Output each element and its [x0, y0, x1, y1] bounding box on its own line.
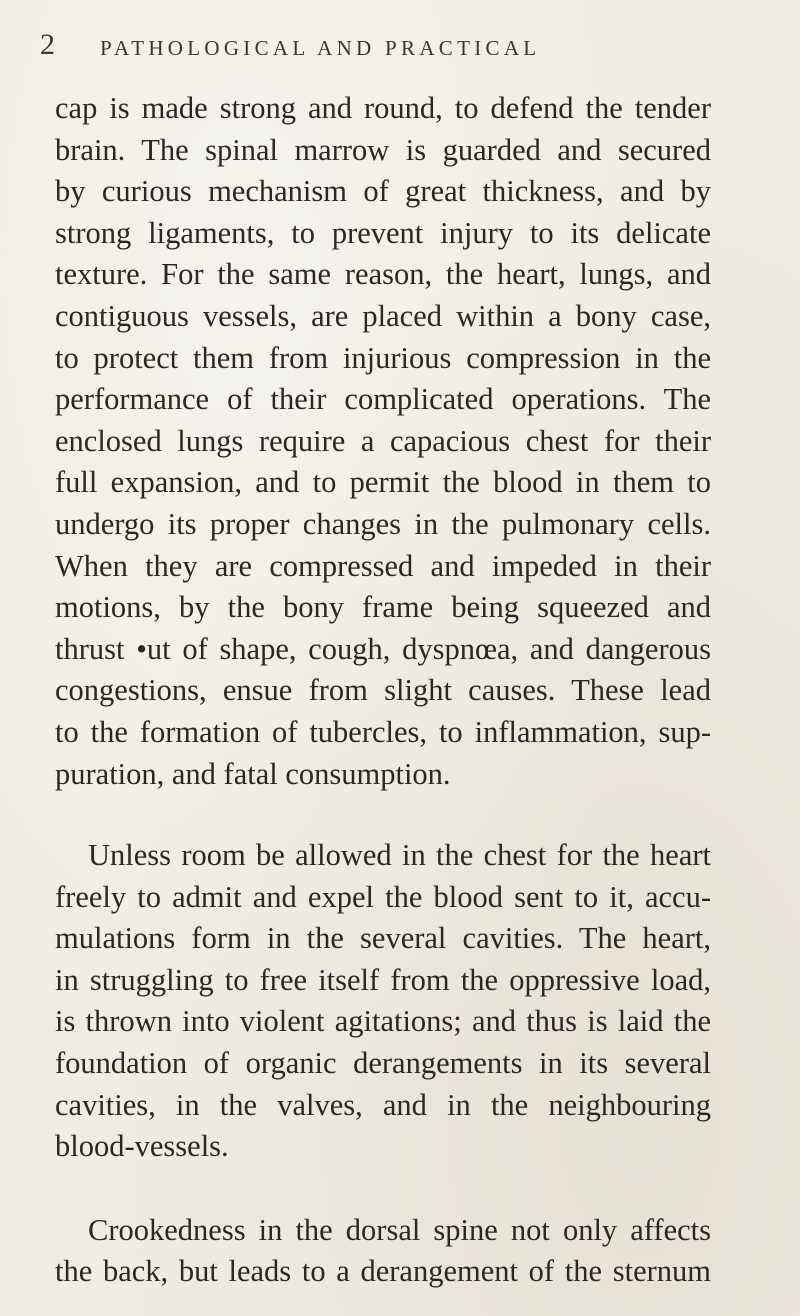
- running-head: PATHOLOGICAL AND PRACTICAL: [100, 36, 541, 60]
- text-line: mulations form in the several cavities. The heart,: [55, 921, 711, 956]
- text-line: to protect them from injurious compression in the: [55, 340, 711, 375]
- text-line: full expansion, and to permit the blood in them to: [55, 465, 711, 500]
- text-line: puration, and fatal consumption.: [55, 756, 451, 791]
- text-line: contiguous vessels, are placed within a bony case,: [55, 298, 711, 333]
- text-line: brain. The spinal marrow is guarded and secured: [55, 132, 711, 167]
- page-number: 2: [40, 28, 55, 61]
- text-line: performance of their complicated operations. The: [55, 382, 711, 417]
- paragraph-spacer: [55, 1168, 711, 1210]
- paragraph-2: [55, 835, 711, 1168]
- body-text: [55, 88, 711, 1293]
- text-line: congestions, ensue from slight causes. These lead: [55, 673, 711, 708]
- text-line: to the formation of tubercles, to inflammation, sup-: [55, 714, 711, 749]
- paragraph-1: [55, 88, 711, 795]
- text-line: cap is made strong and round, to defend the tender: [55, 91, 711, 125]
- page-header: [0, 28, 800, 68]
- text-line: is thrown into violent agitations; and thus is laid the: [55, 1004, 711, 1039]
- text-line: by curious mechanism of great thickness, and by: [55, 174, 711, 209]
- text-line: motions, by the bony frame being squeezed and: [55, 590, 711, 625]
- text-line: Crookedness in the dorsal spine not only affects: [88, 1212, 711, 1247]
- text-line: enclosed lungs require a capacious chest for their: [55, 423, 711, 458]
- text-line: the back, but leads to a derangement of the sternum: [55, 1254, 711, 1289]
- text-line: blood-vessels.: [55, 1129, 229, 1164]
- text-line: freely to admit and expel the blood sent to it, accu-: [55, 879, 711, 914]
- paragraph-spacer: [55, 795, 711, 835]
- text-line: cavities, in the valves, and in the neighbouring: [55, 1087, 711, 1122]
- text-line: thrust •ut of shape, cough, dyspnœa, and dangerous: [55, 631, 711, 666]
- text-line: Unless room be allowed in the chest for the heart: [88, 838, 711, 873]
- text-line: When they are compressed and impeded in their: [55, 548, 711, 583]
- text-line: texture. For the same reason, the heart, lungs, and: [55, 257, 711, 292]
- text-line: foundation of organic derangements in its several: [55, 1046, 711, 1081]
- text-line: strong ligaments, to prevent injury to its delicate: [55, 215, 711, 250]
- text-line: undergo its proper changes in the pulmonary cells.: [55, 506, 711, 541]
- text-line: in struggling to free itself from the oppressive load,: [55, 962, 711, 997]
- paragraph-3: [55, 1210, 711, 1293]
